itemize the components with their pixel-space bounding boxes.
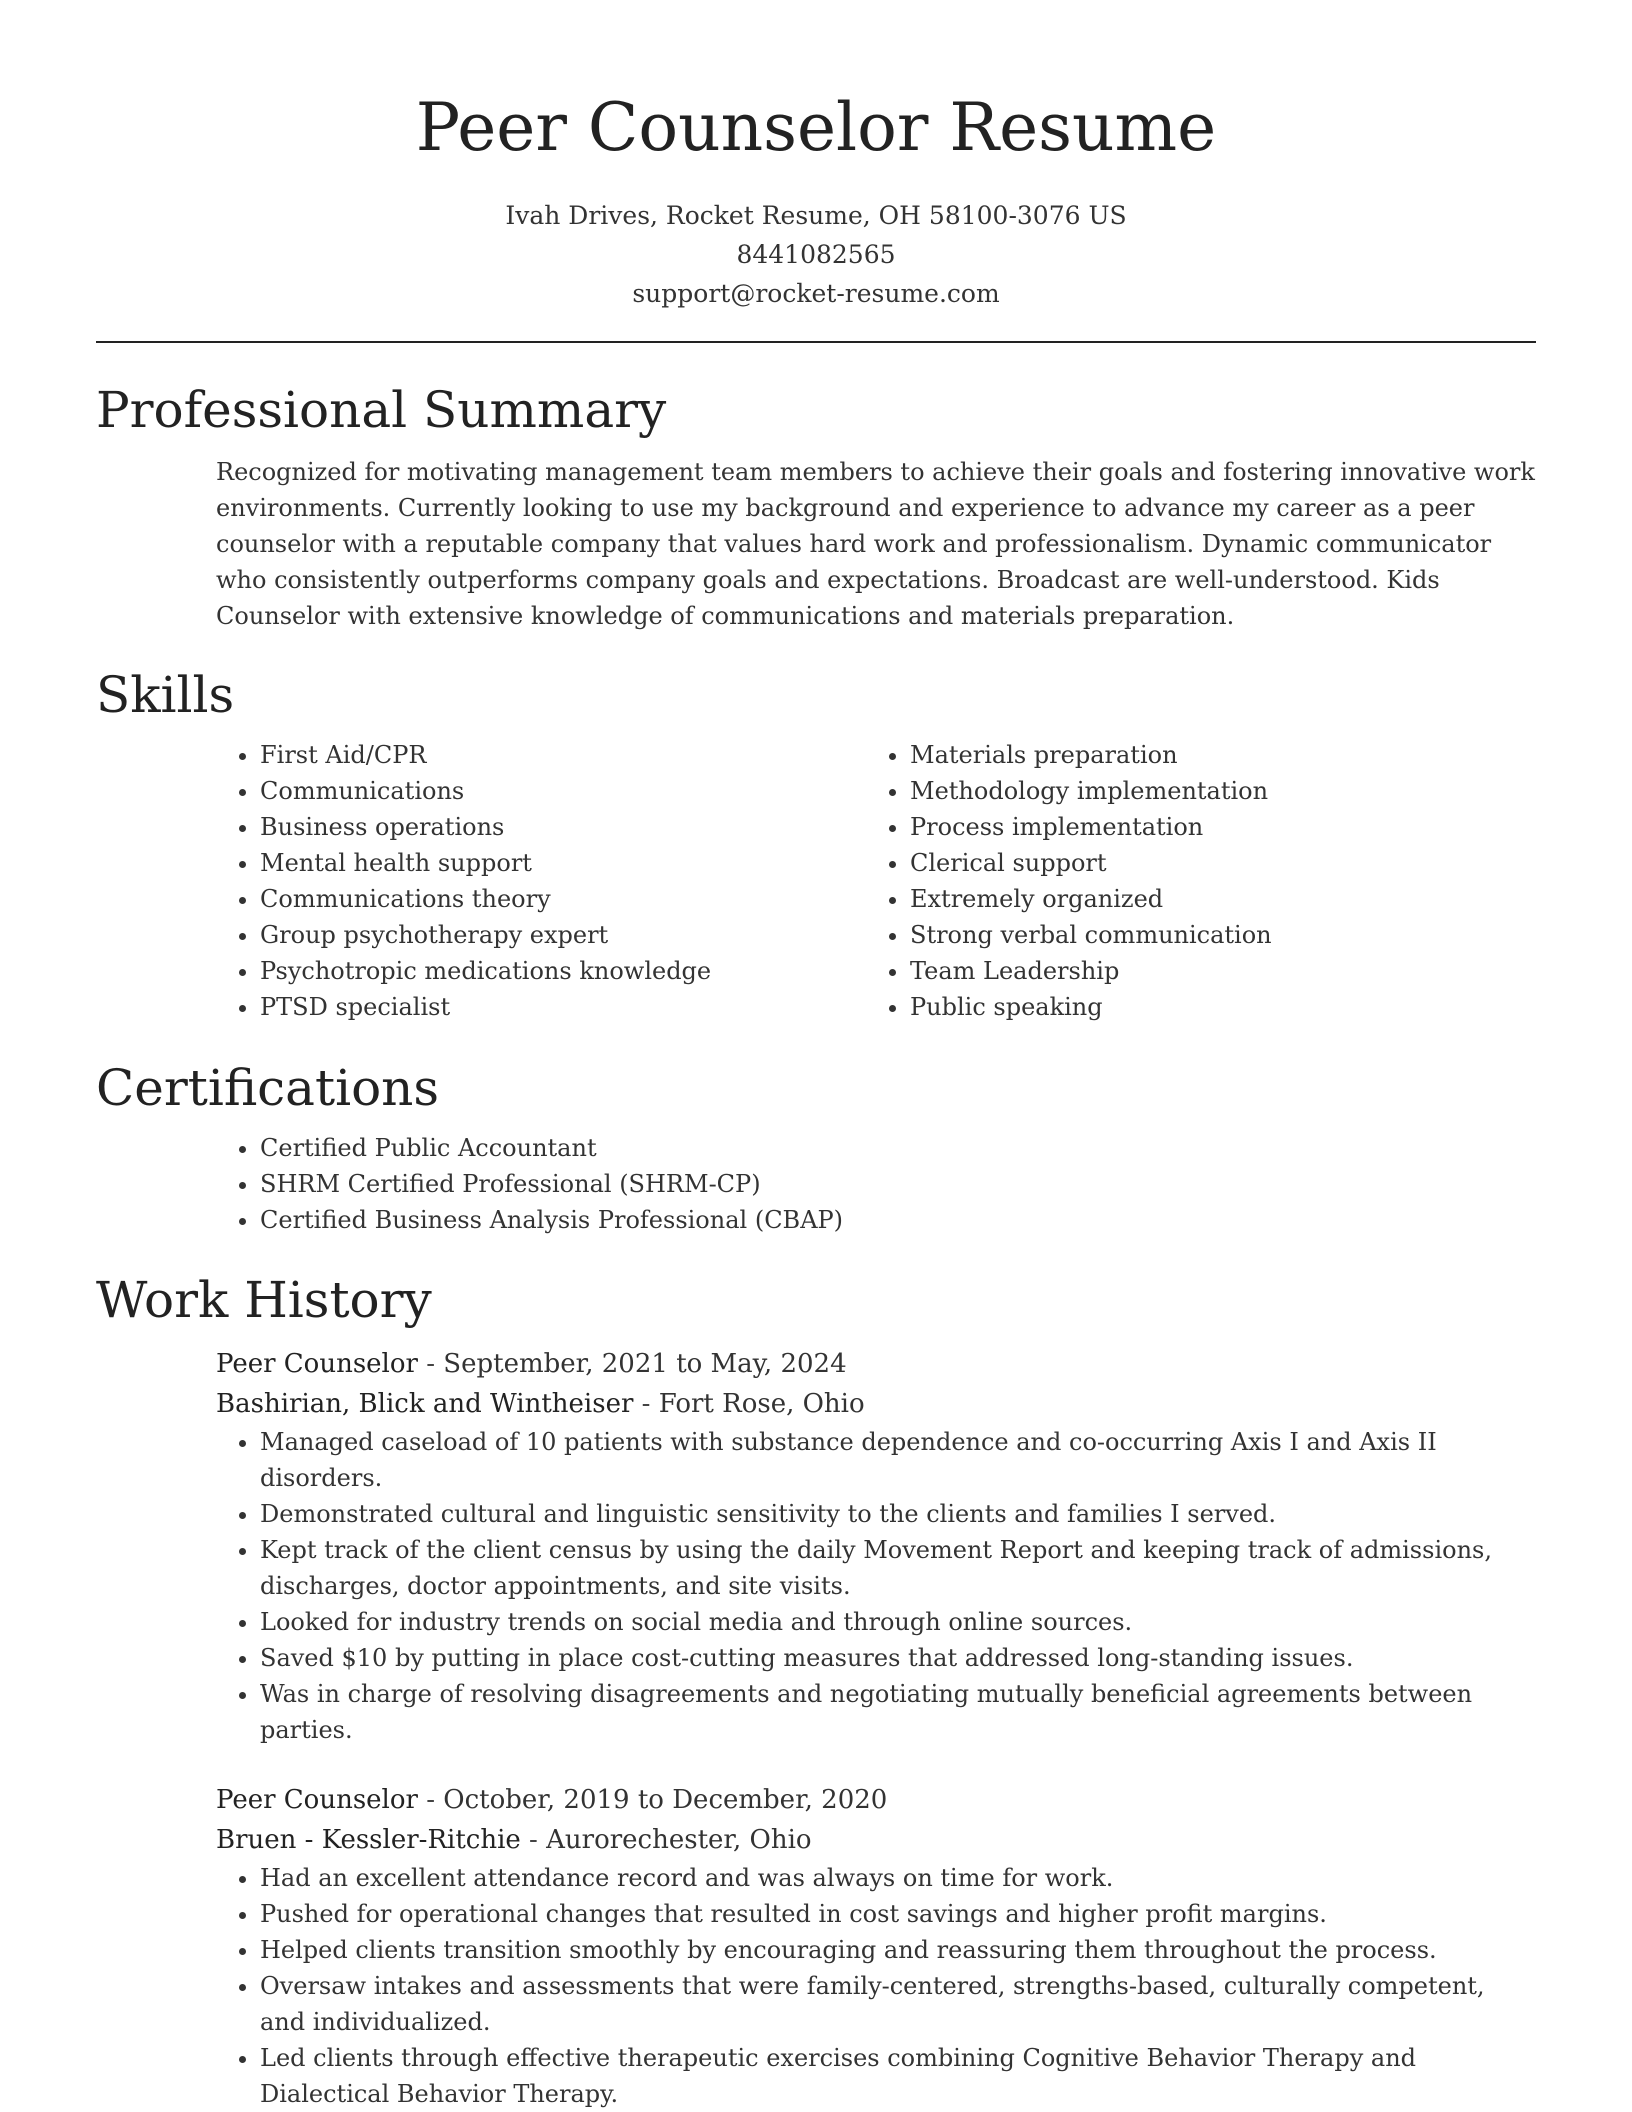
skill-item: • Business operations [260, 809, 866, 845]
skill-item: • Mental health support [260, 845, 866, 881]
contact-info [0, 196, 1632, 313]
skill-item: • Team Leadership [910, 953, 1516, 989]
header-divider [96, 341, 1536, 343]
skill-item: • Psychotropic medications knowledge [260, 953, 866, 989]
job-bullet: • Managed caseload of 10 patients with substance dependence and co-occurring Axis I and Axis II disorders. [260, 1424, 1536, 1496]
job-bullet: • Looked for industry trends on social media and through online sources. [260, 1604, 1536, 1640]
job-entry [216, 1780, 1536, 2112]
job-employer: Bruen - Kessler-Ritchie [216, 1825, 521, 1855]
job-entry [216, 1344, 1536, 1748]
certifications-heading: Certifications [96, 1059, 440, 1117]
contact-phone: 8441082565 [736, 240, 896, 269]
job-title-line: Peer Counselor - October, 2019 to December, 2020 [216, 1785, 888, 1815]
contact-email: support@rocket-resume.com [632, 279, 1000, 308]
job-location: Fort Rose, Ohio [658, 1389, 865, 1419]
skill-item: • PTSD specialist [260, 989, 866, 1025]
skill-item: • Communications [260, 773, 866, 809]
certifications-section [96, 1058, 1536, 1238]
job-dates: October, 2019 to December, 2020 [443, 1785, 888, 1815]
skill-item: • Materials preparation [910, 737, 1516, 773]
skill-item: • Process implementation [910, 809, 1516, 845]
job-title-line: Peer Counselor - September, 2021 to May, 2024 [216, 1349, 847, 1379]
work-history-section [96, 1270, 1536, 2112]
job-bullet: • Oversaw intakes and assessments that were family-centered, strengths-based, culturally competent, and individualized. [260, 1968, 1536, 2040]
skill-item: • Communications theory [260, 881, 866, 917]
skill-item: • Public speaking [910, 989, 1516, 1025]
skill-item: • Strong verbal communication [910, 917, 1516, 953]
summary-section [96, 380, 1536, 634]
skill-item: • First Aid/CPR [260, 737, 866, 773]
skills-heading: Skills [96, 666, 235, 724]
skill-item: • Clerical support [910, 845, 1516, 881]
job-employer-line: Bruen - Kessler-Ritchie - Aurorechester, Ohio [216, 1825, 812, 1855]
summary-text: Recognized for motivating management team members to achieve their goals and fostering innovative work environments. Currently looking to use my background and experience to advance my career as a peer counselor with a reputable company that values hard work and professionalism. Dynamic communicator who consistently outperforms company goals and expectations. Broadcast are well-understood. Kids Counselor with extensive knowledge of communications and materials preparation. [216, 458, 1535, 630]
summary-heading: Professional Summary [96, 381, 667, 439]
job-bullet: • Pushed for operational changes that resulted in cost savings and higher profit margins. [260, 1896, 1536, 1932]
job-bullet: • Saved $10 by putting in place cost-cutting measures that addressed long-standing issues. [260, 1640, 1536, 1676]
skills-column-right [866, 737, 1516, 1025]
job-bullet: • Demonstrated cultural and linguistic sensitivity to the clients and families I served. [260, 1496, 1536, 1532]
job-bullet: • Had an excellent attendance record and was always on time for work. [260, 1860, 1536, 1896]
certification-item: • Certified Business Analysis Professional (CBAP) [260, 1202, 1536, 1238]
job-role: Peer Counselor [216, 1349, 418, 1379]
job-bullet: • Helped clients transition smoothly by encouraging and reassuring them throughout the process. [260, 1932, 1536, 1968]
page-title: Peer Counselor Resume [415, 89, 1217, 166]
skills-section [96, 665, 1536, 1025]
certification-item: • SHRM Certified Professional (SHRM-CP) [260, 1166, 1536, 1202]
contact-address: Ivah Drives, Rocket Resume, OH 58100-3076 US [505, 201, 1127, 230]
certification-item: • Certified Public Accountant [260, 1130, 1536, 1166]
work-history-heading: Work History [96, 1271, 432, 1329]
skill-item: • Group psychotherapy expert [260, 917, 866, 953]
job-role: Peer Counselor [216, 1785, 418, 1815]
job-dates: September, 2021 to May, 2024 [443, 1349, 847, 1379]
skill-item: • Methodology implementation [910, 773, 1516, 809]
job-employer-line: Bashirian, Blick and Wintheiser - Fort Rose, Ohio [216, 1389, 865, 1419]
job-bullet: • Led clients through effective therapeutic exercises combining Cognitive Behavior Therapy and Dialectical Behavior Therapy. [260, 2040, 1536, 2112]
job-bullet: • Kept track of the client census by using the daily Movement Report and keeping track of admissions, discharges, doctor appointments, and site visits. [260, 1532, 1536, 1604]
job-bullet: • Was in charge of resolving disagreements and negotiating mutually beneficial agreements between parties. [260, 1676, 1536, 1748]
skill-item: • Extremely organized [910, 881, 1516, 917]
skills-column-left [216, 737, 866, 1025]
resume-header [0, 0, 1632, 313]
job-employer: Bashirian, Blick and Wintheiser [216, 1389, 634, 1419]
job-location: Aurorechester, Ohio [546, 1825, 812, 1855]
